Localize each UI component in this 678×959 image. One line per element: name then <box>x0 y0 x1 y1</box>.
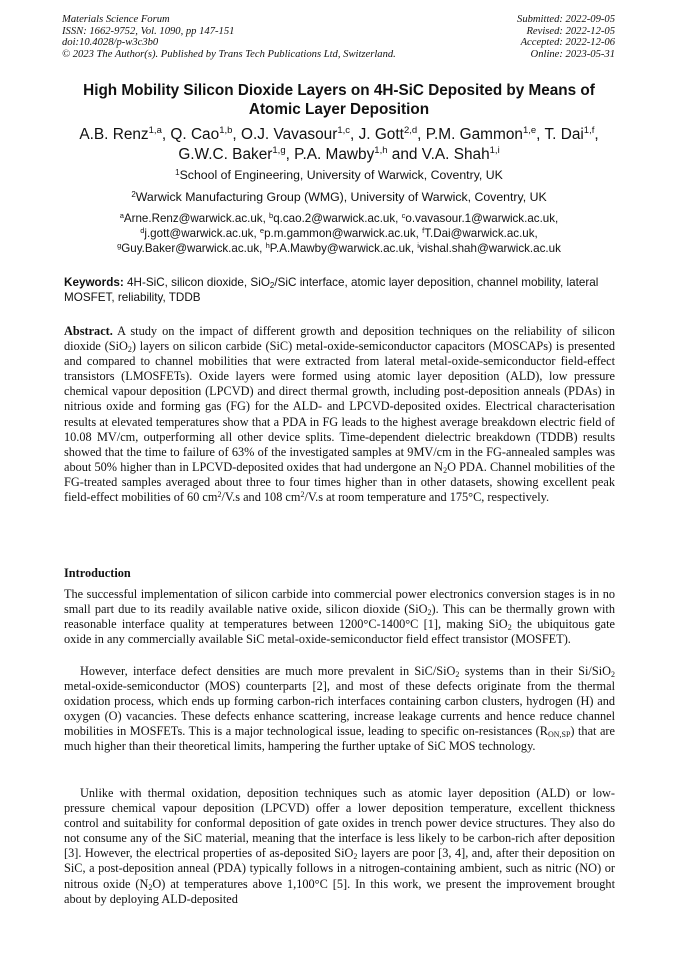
abstract <box>64 324 615 505</box>
abstract-text: A study on the impact of different growth and deposition techniques on the reliability of silicon dioxide (SiO <box>64 324 615 354</box>
date-accepted: Accepted: 2022-12-06 <box>520 37 615 49</box>
journal-issn: ISSN: 1662-9752, Vol. 1090, pp 147-151 <box>62 25 235 37</box>
author-name: O.J. Vavasour <box>240 126 338 143</box>
author-sep: , <box>536 126 545 143</box>
journal-copyright: © 2023 The Author(s). Published by Trans Tech Publications Ltd, Switzerland. <box>62 48 396 60</box>
author-line-2 <box>30 145 648 165</box>
abstract-sup: 2 <box>217 490 222 500</box>
intro-text: systems than in their Si/SiO <box>459 664 611 678</box>
author-name: T. Dai <box>544 126 584 143</box>
email-sep: , <box>262 212 270 225</box>
author-sep: , <box>285 146 295 163</box>
submission-dates <box>517 14 615 60</box>
author-list <box>30 125 648 165</box>
email-list <box>30 211 648 256</box>
intro-sub: 2 <box>148 882 153 892</box>
keywords-text: 4H-SiC, silicon dioxide, SiO <box>123 276 270 289</box>
intro-text: the ubiquitous gate oxide in any commercially available SiC metal-oxide-semiconductor field effect transistor (MOSFET). <box>64 617 615 647</box>
affiliation-text: Warwick Manufacturing Group (WMG), University of Warwick, Coventry, UK <box>135 190 547 204</box>
intro-text: Unlike with thermal oxidation, deposition techniques such as atomic layer deposition (ALD) or low-pressure chemical vapour deposition (LPCVD) offer a lower deposition temperature, excellent thickness control and suitability for conformal deposition of gate oxides in trench power device structures. They also do not consume any of the SiC material, meaning that the interface is less likely to be carbon-rich after deposition [3]. However, the electrical properties of as-deposited SiO <box>64 786 615 861</box>
author-sup: 1,i <box>489 145 500 156</box>
abstract-text: ) layers on silicon carbide (SiC) metal-oxide-semiconductor capacitors (MOSCAPs) is presented and compared to channel mobilities that were extracted from lateral metal-oxide-semiconductor field-effect transistors (LMOSFETs). Oxide layers were formed using atomic layer deposition (ALD), low pressure chemical vapour deposition (LPCVD) and direct thermal growth, including post-deposition anneals (PDAs) in nitrious oxide and forming gas (FG) for the ALD- and LPCVD-deposited oxides. Electrical characterisation results at elevated temperatures show that a PDA in FG leads to the highest average breakdown electric field of 10.08 MV/cm, outperforming all other device splits. Time-dependent dielectric breakdown (TDDB) results showed that the time to failure of 63% of the investigated samples at 9MV/cm in the FG-annealed samples was about 50% higher than in LPCVD-deposited oxides that had undergone an N <box>64 339 615 474</box>
email-sep: , <box>253 227 260 240</box>
keywords <box>64 275 616 305</box>
author-sup: 2,d <box>403 125 418 136</box>
author-sup: 1,f <box>583 125 595 136</box>
date-revised: Revised: 2022-12-05 <box>526 25 615 37</box>
author-sup: 1,h <box>374 145 388 156</box>
email-sup: i <box>417 241 419 250</box>
author-sep: , <box>594 126 599 143</box>
email-line-2 <box>30 226 648 241</box>
date-submitted: Submitted: 2022-09-05 <box>517 14 615 25</box>
abstract-text: /V.s at room temperature and 175°C, respectively. <box>304 490 550 505</box>
keywords-text: /SiC interface, atomic layer deposition, channel mobility, lateral MOSFET, reliability, TDDB <box>64 276 599 304</box>
intro-text: O) at temperatures above 1,100°C [5]. In this work, we present the improvement brought about by deploying ALD-deposited <box>64 876 615 906</box>
author-sep: , <box>417 126 426 143</box>
keywords-sub: 2 <box>269 281 275 290</box>
email-link[interactable]: q.cao.2@warwick.ac.uk <box>273 212 396 225</box>
intro-text: metal-oxide-semiconductor (MOS) counterparts [2], and most of these defects originate from the thermal oxidation process, which ends up forming carbon-rich interfaces containing carbon clusters, hydrogen (H) and oxygen (O) vacancies. These defects enhance scattering, increase leakage currents and hence reduce channel mobilities in MOSFETs. This is a major technological issue, leading to specific on-resistances (R <box>64 679 615 739</box>
affiliation-text: School of Engineering, University of Warwick, Coventry, UK <box>179 168 503 182</box>
email-line-1 <box>30 211 648 226</box>
paper-title <box>40 82 638 119</box>
intro-sub: 2 <box>455 670 460 679</box>
intro-text: ) that are much higher than their theoretical limits, hampering the further uptake of SiC MOS technology. <box>64 724 615 754</box>
email-link[interactable]: o.vavasour.1@warwick.ac.uk <box>405 212 556 225</box>
author-sup: 1,e <box>522 125 537 136</box>
intro-sub: 2 <box>427 608 432 618</box>
author-sup: 1,b <box>219 125 233 136</box>
email-link[interactable]: Arne.Renz@warwick.ac.uk <box>123 212 263 225</box>
email-link[interactable]: j.gott@warwick.ac.uk <box>144 227 254 240</box>
author-name: J. Gott <box>358 126 404 143</box>
intro-paragraph-1 <box>64 587 615 647</box>
abstract-sub: 2 <box>443 465 448 475</box>
affiliation-2 <box>30 190 648 204</box>
author-name: P.M. Gammon <box>425 126 523 143</box>
title-line-1: High Mobility Silicon Dioxide Layers on 4H-SiC Deposited by Means of <box>83 82 595 99</box>
author-name: A.B. Renz <box>79 126 149 143</box>
journal-info <box>62 14 396 60</box>
author-sep: , <box>232 126 241 143</box>
email-sep: , <box>415 227 423 240</box>
intro-sub: 2 <box>507 623 512 633</box>
affiliation-sup: 2 <box>131 190 136 199</box>
author-name: G.W.C. Baker <box>178 146 273 163</box>
intro-paragraph-2 <box>64 664 615 755</box>
author-line-1 <box>30 125 648 145</box>
email-sup: a <box>119 211 124 220</box>
keywords-label: Keywords: <box>64 276 124 289</box>
author-name: Q. Cao <box>170 126 220 143</box>
journal-doi: doi:10.4028/p-w3c3b0 <box>62 37 159 49</box>
email-sup: e <box>259 226 265 235</box>
intro-text: layers are poor [3, 4], and, after their deposition on SiC, a post-deposition anneal (PDA) typically follows in a nitrogen-containing ambient, such as nitric (NO) or nitrous oxide (N <box>64 846 616 891</box>
section-heading-introduction: Introduction <box>64 566 131 580</box>
intro-paragraph-3 <box>64 786 615 907</box>
abstract-label: Abstract. <box>64 324 113 338</box>
email-link[interactable]: Guy.Baker@warwick.ac.uk <box>121 242 260 255</box>
email-link[interactable]: p.m.gammon@warwick.ac.uk <box>264 227 416 240</box>
affiliation-1 <box>30 168 648 182</box>
email-sup: b <box>269 211 274 220</box>
author-sep: , <box>350 126 359 143</box>
author-sep: and <box>387 146 422 163</box>
email-sup: c <box>401 211 406 220</box>
date-online: Online: 2023-05-31 <box>530 48 615 60</box>
abstract-sup: 2 <box>300 490 305 500</box>
email-sup: f <box>422 226 425 235</box>
author-sep: , <box>161 126 171 143</box>
email-sep: , <box>259 242 266 255</box>
author-sup: 1,c <box>337 125 351 136</box>
abstract-text: O PDA. Channel mobilities of the FG-treated samples averaged about three to four times higher than in other datasets, showing excellent peak field-effect mobilities of 60 cm <box>64 459 615 505</box>
email-link[interactable]: vishal.shah@warwick.ac.uk <box>418 242 561 255</box>
email-sep: , <box>395 212 402 225</box>
author-sup: 1,g <box>272 145 286 156</box>
abstract-text: /V.s and 108 cm <box>221 490 301 505</box>
email-sup: d <box>140 226 145 235</box>
email-link[interactable]: P.A.Mawby@warwick.ac.uk <box>269 242 411 255</box>
email-sep: , <box>410 242 418 255</box>
email-sep: , <box>555 212 559 225</box>
email-line-3 <box>30 241 648 256</box>
email-sup: h <box>265 241 270 250</box>
intro-sub: 2 <box>353 852 358 862</box>
author-sup: 1,a <box>148 125 162 136</box>
email-link[interactable]: T.Dai@warwick.ac.uk <box>424 227 535 240</box>
intro-text: The successful implementation of silicon carbide into commercial power electronics conversion stages is in no small part due to its readily available native oxide, silicon dioxide (SiO <box>64 587 615 617</box>
author-name: P.A. Mawby <box>294 146 375 163</box>
intro-sub: ON,SP <box>547 730 571 740</box>
author-name: V.A. Shah <box>421 146 490 163</box>
intro-sub: 2 <box>611 670 615 679</box>
affiliation-sup: 1 <box>175 168 180 177</box>
intro-text: However, interface defect densities are much more prevalent in SiC/SiO <box>80 664 456 678</box>
abstract-sub: 2 <box>127 345 132 355</box>
journal-name: Materials Science Forum <box>62 14 170 25</box>
intro-text: ). This can be thermally grown with reasonable interface quality at temperatures between 1200°C-1400°C [1], making SiO <box>64 602 615 632</box>
email-sup: g <box>117 241 122 250</box>
email-sep: , <box>534 227 538 240</box>
title-line-2: Atomic Layer Deposition <box>248 100 430 118</box>
